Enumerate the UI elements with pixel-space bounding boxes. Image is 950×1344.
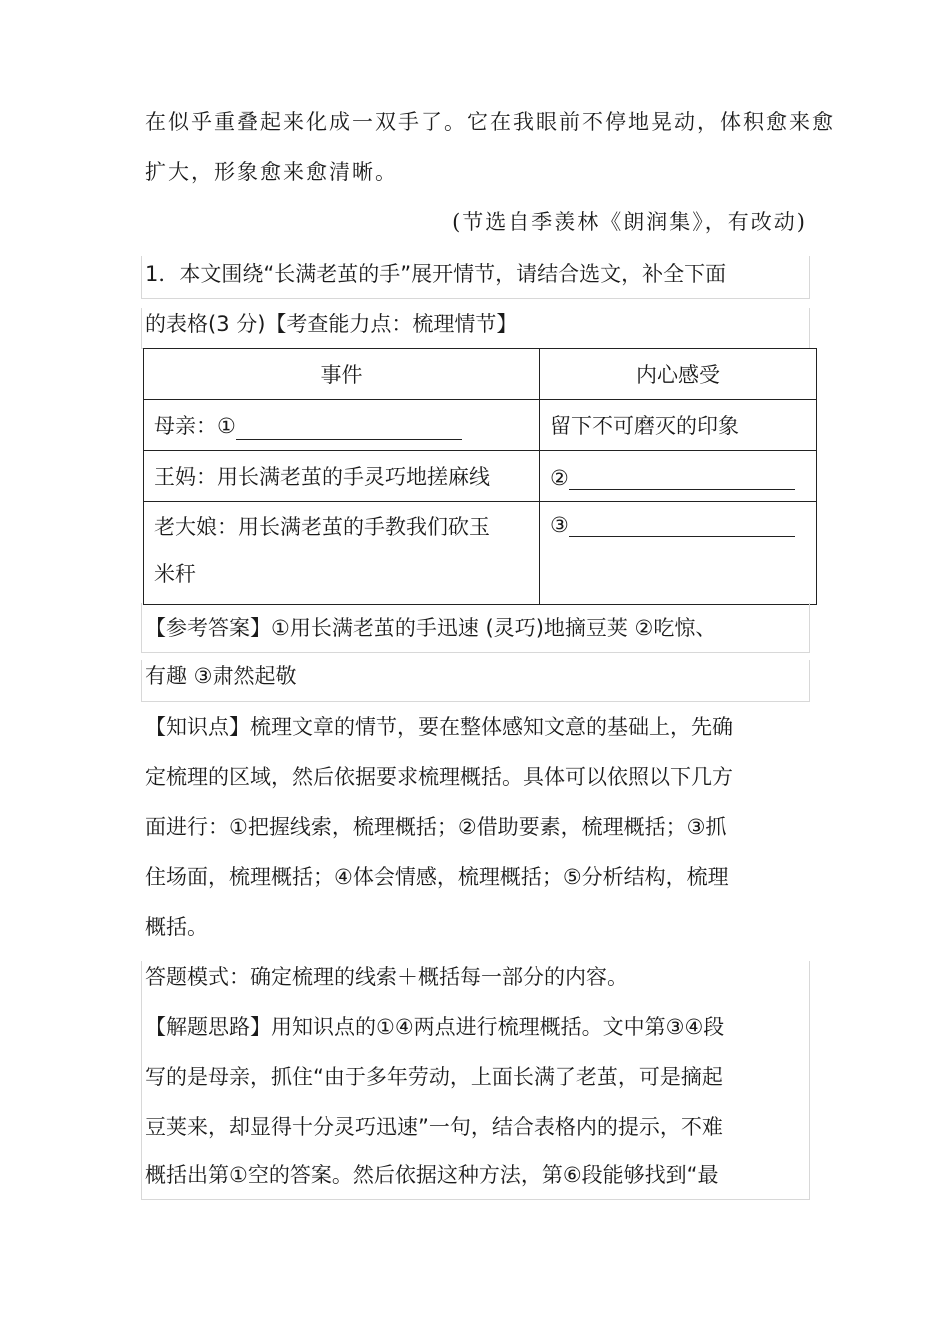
event-text: 老大娘：用长满老茧的手教我们砍玉 <box>154 515 490 539</box>
answer-line: 有趣 ③肃然起敬 <box>145 664 297 688</box>
question-line: 的表格(3 分)【考查能力点：梳理情节】 <box>145 312 518 336</box>
row-event <box>144 400 540 451</box>
question-line: 1．本文围绕“长满老茧的手”展开情节，请结合选文，补全下面 <box>145 262 727 286</box>
row-feeling <box>540 451 817 502</box>
solution-line: 豆荚来，却显得十分灵巧迅速”一句，结合表格内的提示，不难 <box>145 1115 723 1139</box>
solution-line: 概括出第①空的答案。然后依据这种方法，第⑥段能够找到“最 <box>145 1163 719 1187</box>
event-table <box>143 348 817 605</box>
solution-line: 【解题思路】用知识点的①④两点进行梳理概括。文中第③④段 <box>145 1015 725 1039</box>
table-row <box>144 400 817 451</box>
feeling-text: ② <box>550 465 569 490</box>
knowledge-line: 概括。 <box>145 915 208 939</box>
passage-line: 在似乎重叠起来化成一双手了。它在我眼前不停地晃动，体积愈来愈 <box>145 110 835 134</box>
event-text: 米秆 <box>154 562 196 586</box>
table-row <box>144 502 817 605</box>
answer-blank[interactable] <box>236 413 462 440</box>
row-event: 王妈：用长满老茧的手灵巧地搓麻线 <box>144 451 540 502</box>
solution-line: 写的是母亲，抓住“由于多年劳动，上面长满了老茧，可是摘起 <box>145 1065 723 1089</box>
feeling-text: ③ <box>550 513 569 537</box>
knowledge-line: 住场面，梳理概括；④体会情感，梳理概括；⑤分析结构，梳理 <box>145 865 729 889</box>
table-header-row <box>144 349 817 400</box>
event-text: 母亲：① <box>154 414 236 438</box>
header-feeling: 内心感受 <box>540 349 817 400</box>
answer-line: 【参考答案】①用长满老茧的手迅速 (灵巧)地摘豆荚 ②吃惊、 <box>145 616 717 640</box>
knowledge-line: 定梳理的区域，然后依据要求梳理概括。具体可以依照以下几方 <box>145 765 733 789</box>
mode-line: 答题模式：确定梳理的线索＋概括每一部分的内容。 <box>145 965 628 989</box>
answer-blank[interactable] <box>569 463 795 490</box>
row-feeling: 留下不可磨灭的印象 <box>540 400 817 451</box>
passage-source: (节选自季羡林《朗润集》，有改动) <box>452 210 807 234</box>
passage-line: 扩大，形象愈来愈清晰。 <box>145 160 398 184</box>
row-event <box>144 502 540 605</box>
row-feeling <box>540 502 817 605</box>
answer-blank[interactable] <box>569 510 795 537</box>
table-row <box>144 451 817 502</box>
knowledge-line: 【知识点】梳理文章的情节，要在整体感知文意的基础上，先确 <box>145 715 733 739</box>
header-event: 事件 <box>144 349 540 400</box>
knowledge-line: 面进行：①把握线索，梳理概括；②借助要素，梳理概括；③抓 <box>145 815 727 839</box>
